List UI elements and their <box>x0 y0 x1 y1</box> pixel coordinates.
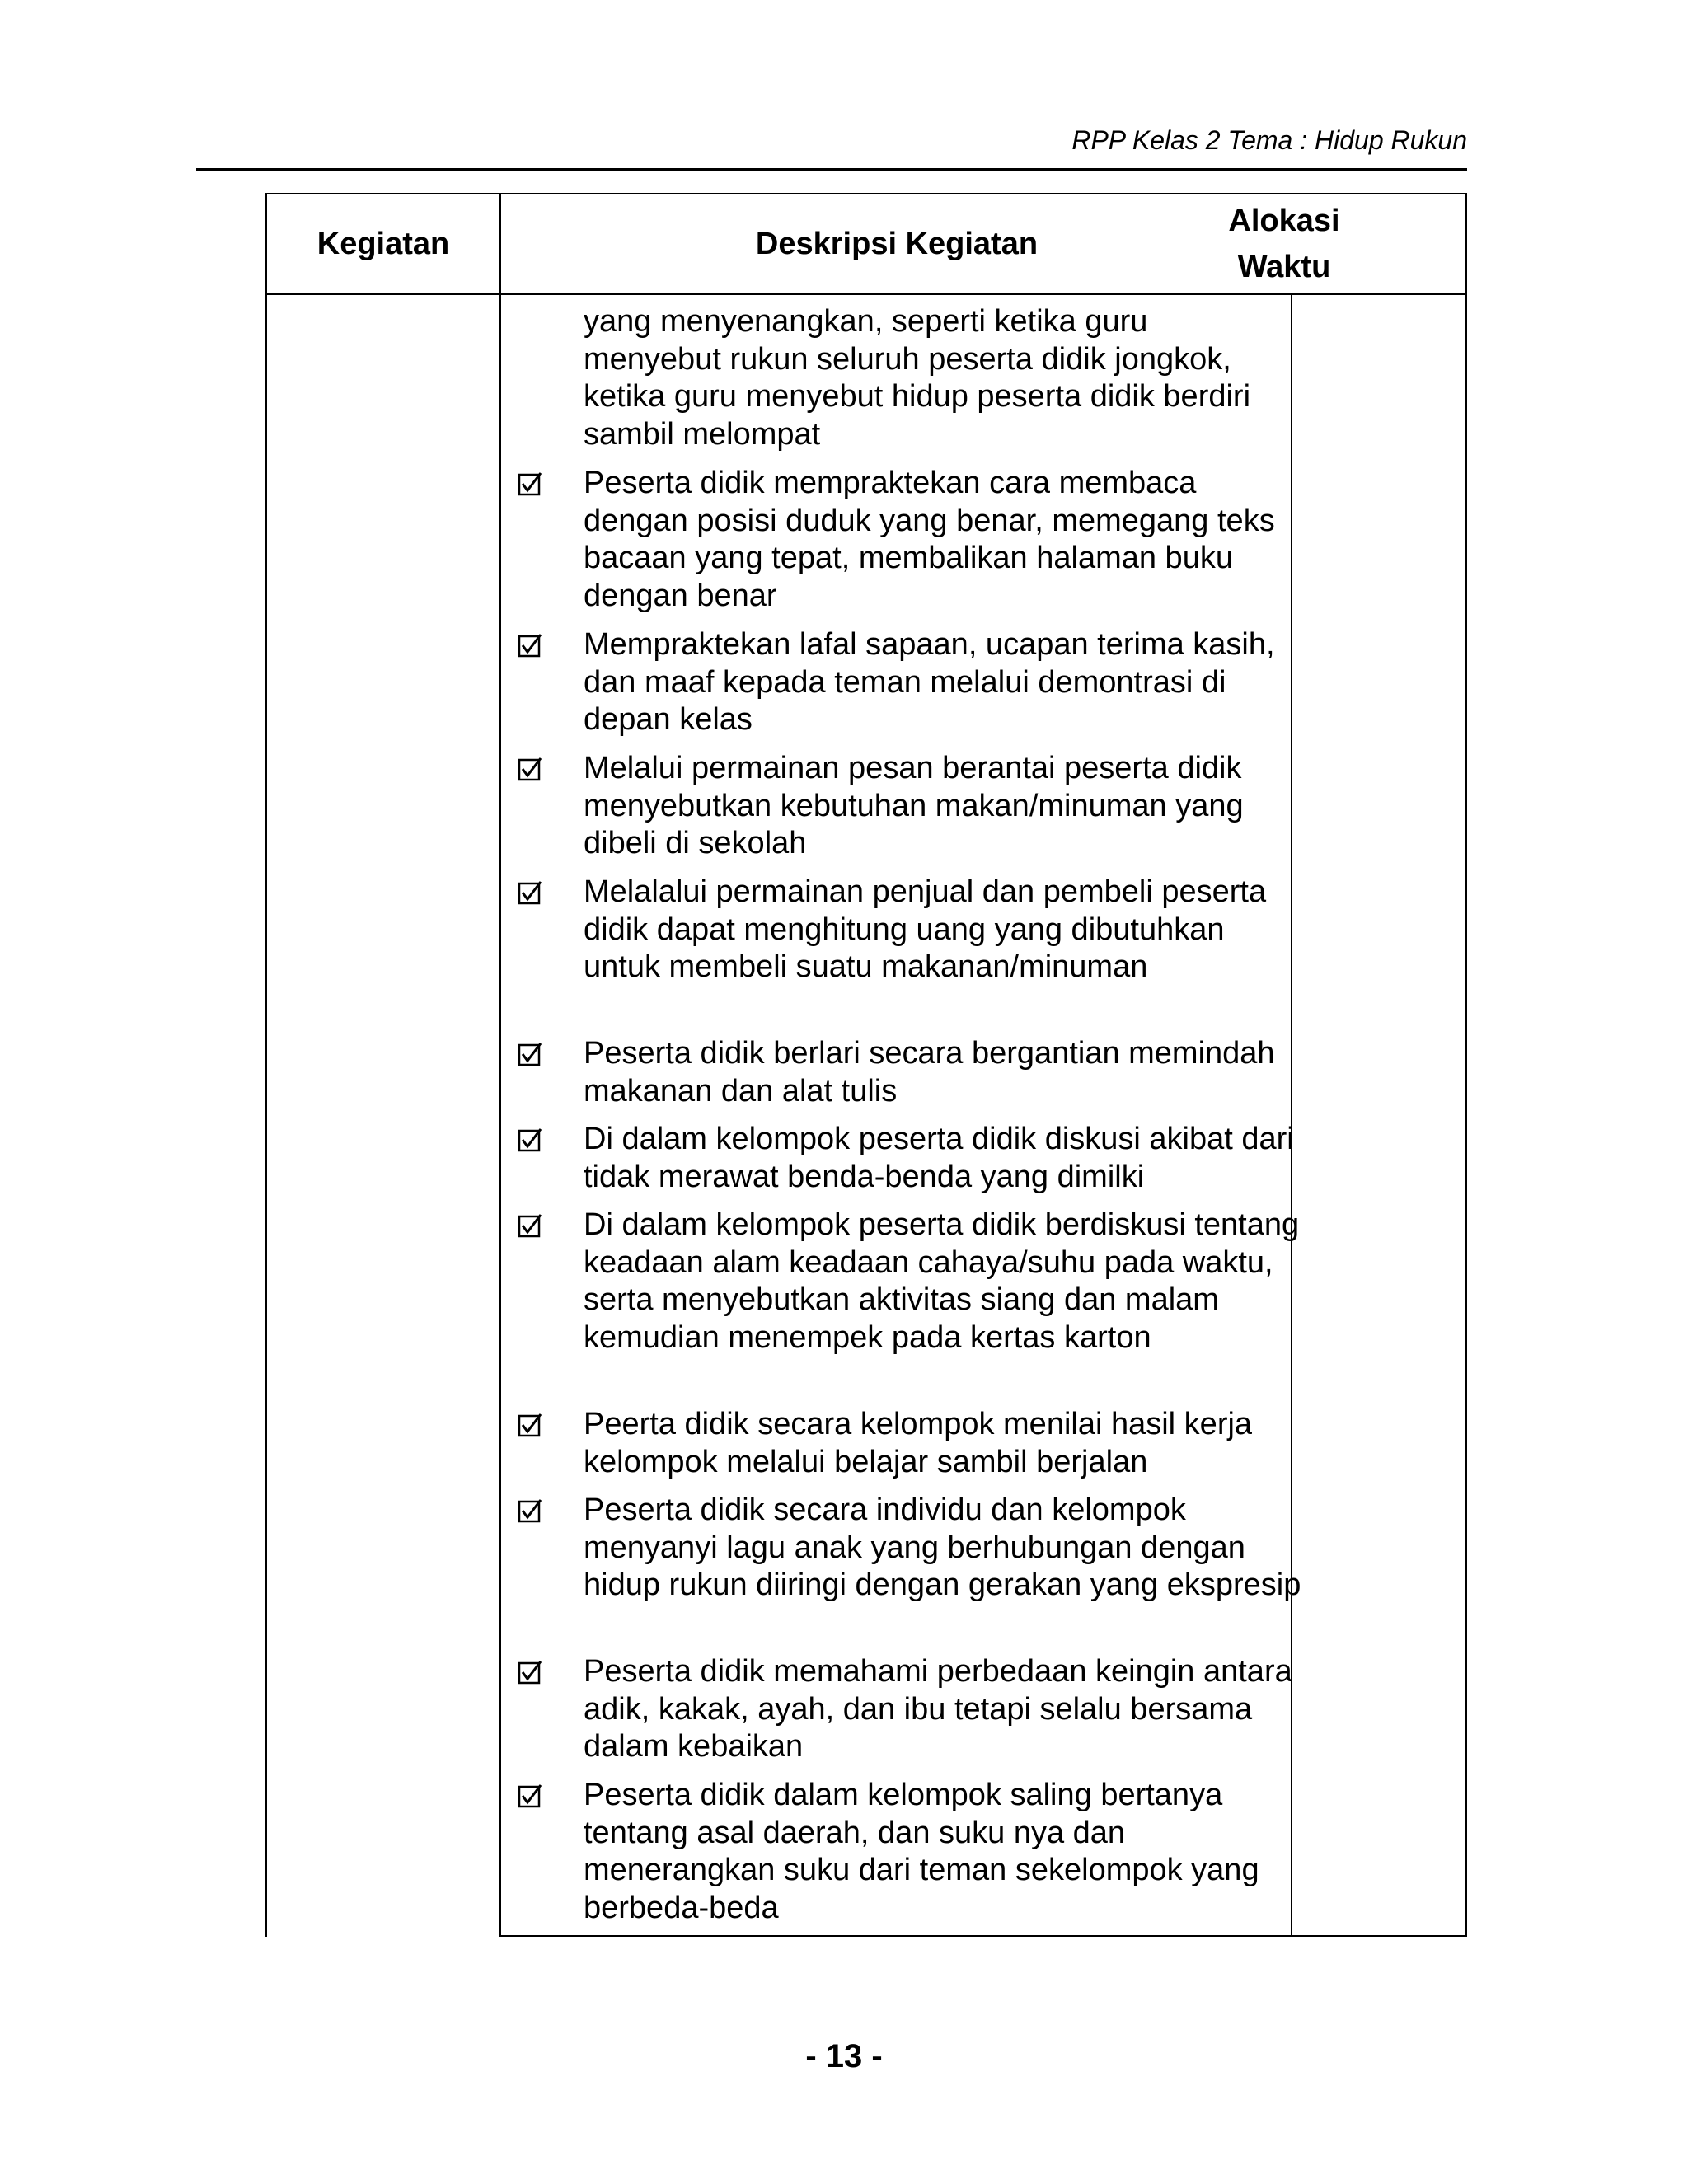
page-number: - 13 - <box>805 2038 883 2074</box>
checklist-item-text: Peserta didik secara individu dan kelompok menyanyi lagu anak yang berhubungan dengan hidup rukun diiringi dengan gerakan yang ekspresip <box>584 1493 1301 1602</box>
checked-box-icon <box>518 633 542 658</box>
checked-box-icon <box>518 1413 542 1437</box>
checked-box-icon <box>518 1042 542 1066</box>
table-header-border <box>265 293 1467 295</box>
checked-box-icon <box>518 757 542 781</box>
continued-description: yang menyenangkan, seperti ketika guru menyebut rukun seluruh peserta didik jongkok, ketika guru menyebut hidup peserta didik berdiri sambil melompat <box>584 304 1251 452</box>
header-kegiatan: Kegiatan <box>316 227 450 261</box>
header-alokasi: Alokasi <box>1228 204 1340 238</box>
header-rule <box>196 168 1467 171</box>
checked-box-icon <box>518 1498 542 1523</box>
checklist-item-text: Di dalam kelompok peserta didik diskusi akibat dari tidak merawat benda-benda yang dimilki <box>584 1122 1294 1194</box>
checklist-item-text: Peserta didik mempraktekan cara membaca dengan posisi duduk yang benar, memegang teks bacaan yang tepat, membalikan halaman buku dengan benar <box>584 466 1275 613</box>
checklist-item-text: Mempraktekan lafal sapaan, ucapan terima kasih, dan maaf kepada teman melalui demontrasi di depan kelas <box>584 627 1275 737</box>
column-divider-1 <box>499 193 501 1937</box>
running-header-title: RPP Kelas 2 Tema : Hidup Rukun <box>1071 125 1467 155</box>
table-top-border <box>265 193 1467 194</box>
checked-box-icon <box>518 1127 542 1152</box>
header-waktu: Waktu <box>1237 250 1331 284</box>
checklist-item-text: Peerta didik secara kelompok menilai hasil kerja kelompok melalui belajar sambil berjalan <box>584 1407 1253 1479</box>
checklist-item-text: Peserta didik dalam kelompok saling bertanya tentang asal daerah, dan suku nya dan menerangkan suku dari teman sekelompok yang berbeda-beda <box>584 1778 1259 1925</box>
table-bottom-border <box>499 1935 1467 1937</box>
checked-box-icon <box>518 1660 542 1685</box>
checklist-item-text: Di dalam kelompok peserta didik berdiskusi tentang keadaan alam keadaan cahaya/suhu pada waktu, serta menyebutkan aktivitas siang dan malam kemudian menempek pada kertas karton <box>584 1207 1300 1355</box>
checklist-item-text: Melalalui permainan penjual dan pembeli peserta didik dapat menghitung uang yang dibutuhkan untuk membeli suatu makanan/minuman <box>584 874 1267 984</box>
table-right-border <box>1465 193 1467 1937</box>
table-left-border <box>265 193 267 1937</box>
checklist-item-text: Peserta didik memahami perbedaan keingin antara adik, kakak, ayah, dan ibu tetapi selalu bersama dalam kebaikan <box>584 1654 1292 1764</box>
checklist-item-text: Melalui permainan pesan berantai peserta didik menyebutkan kebutuhan makan/minuman yang dibeli di sekolah <box>584 751 1244 860</box>
checklist-item-text: Peserta didik berlari secara bergantian memindah makanan dan alat tulis <box>584 1036 1275 1108</box>
checked-box-icon <box>518 880 542 905</box>
header-deskripsi-kegiatan: Deskripsi Kegiatan <box>755 227 1039 261</box>
checked-box-icon <box>518 1783 542 1808</box>
checked-box-icon <box>518 1213 542 1238</box>
checked-box-icon <box>518 471 542 496</box>
